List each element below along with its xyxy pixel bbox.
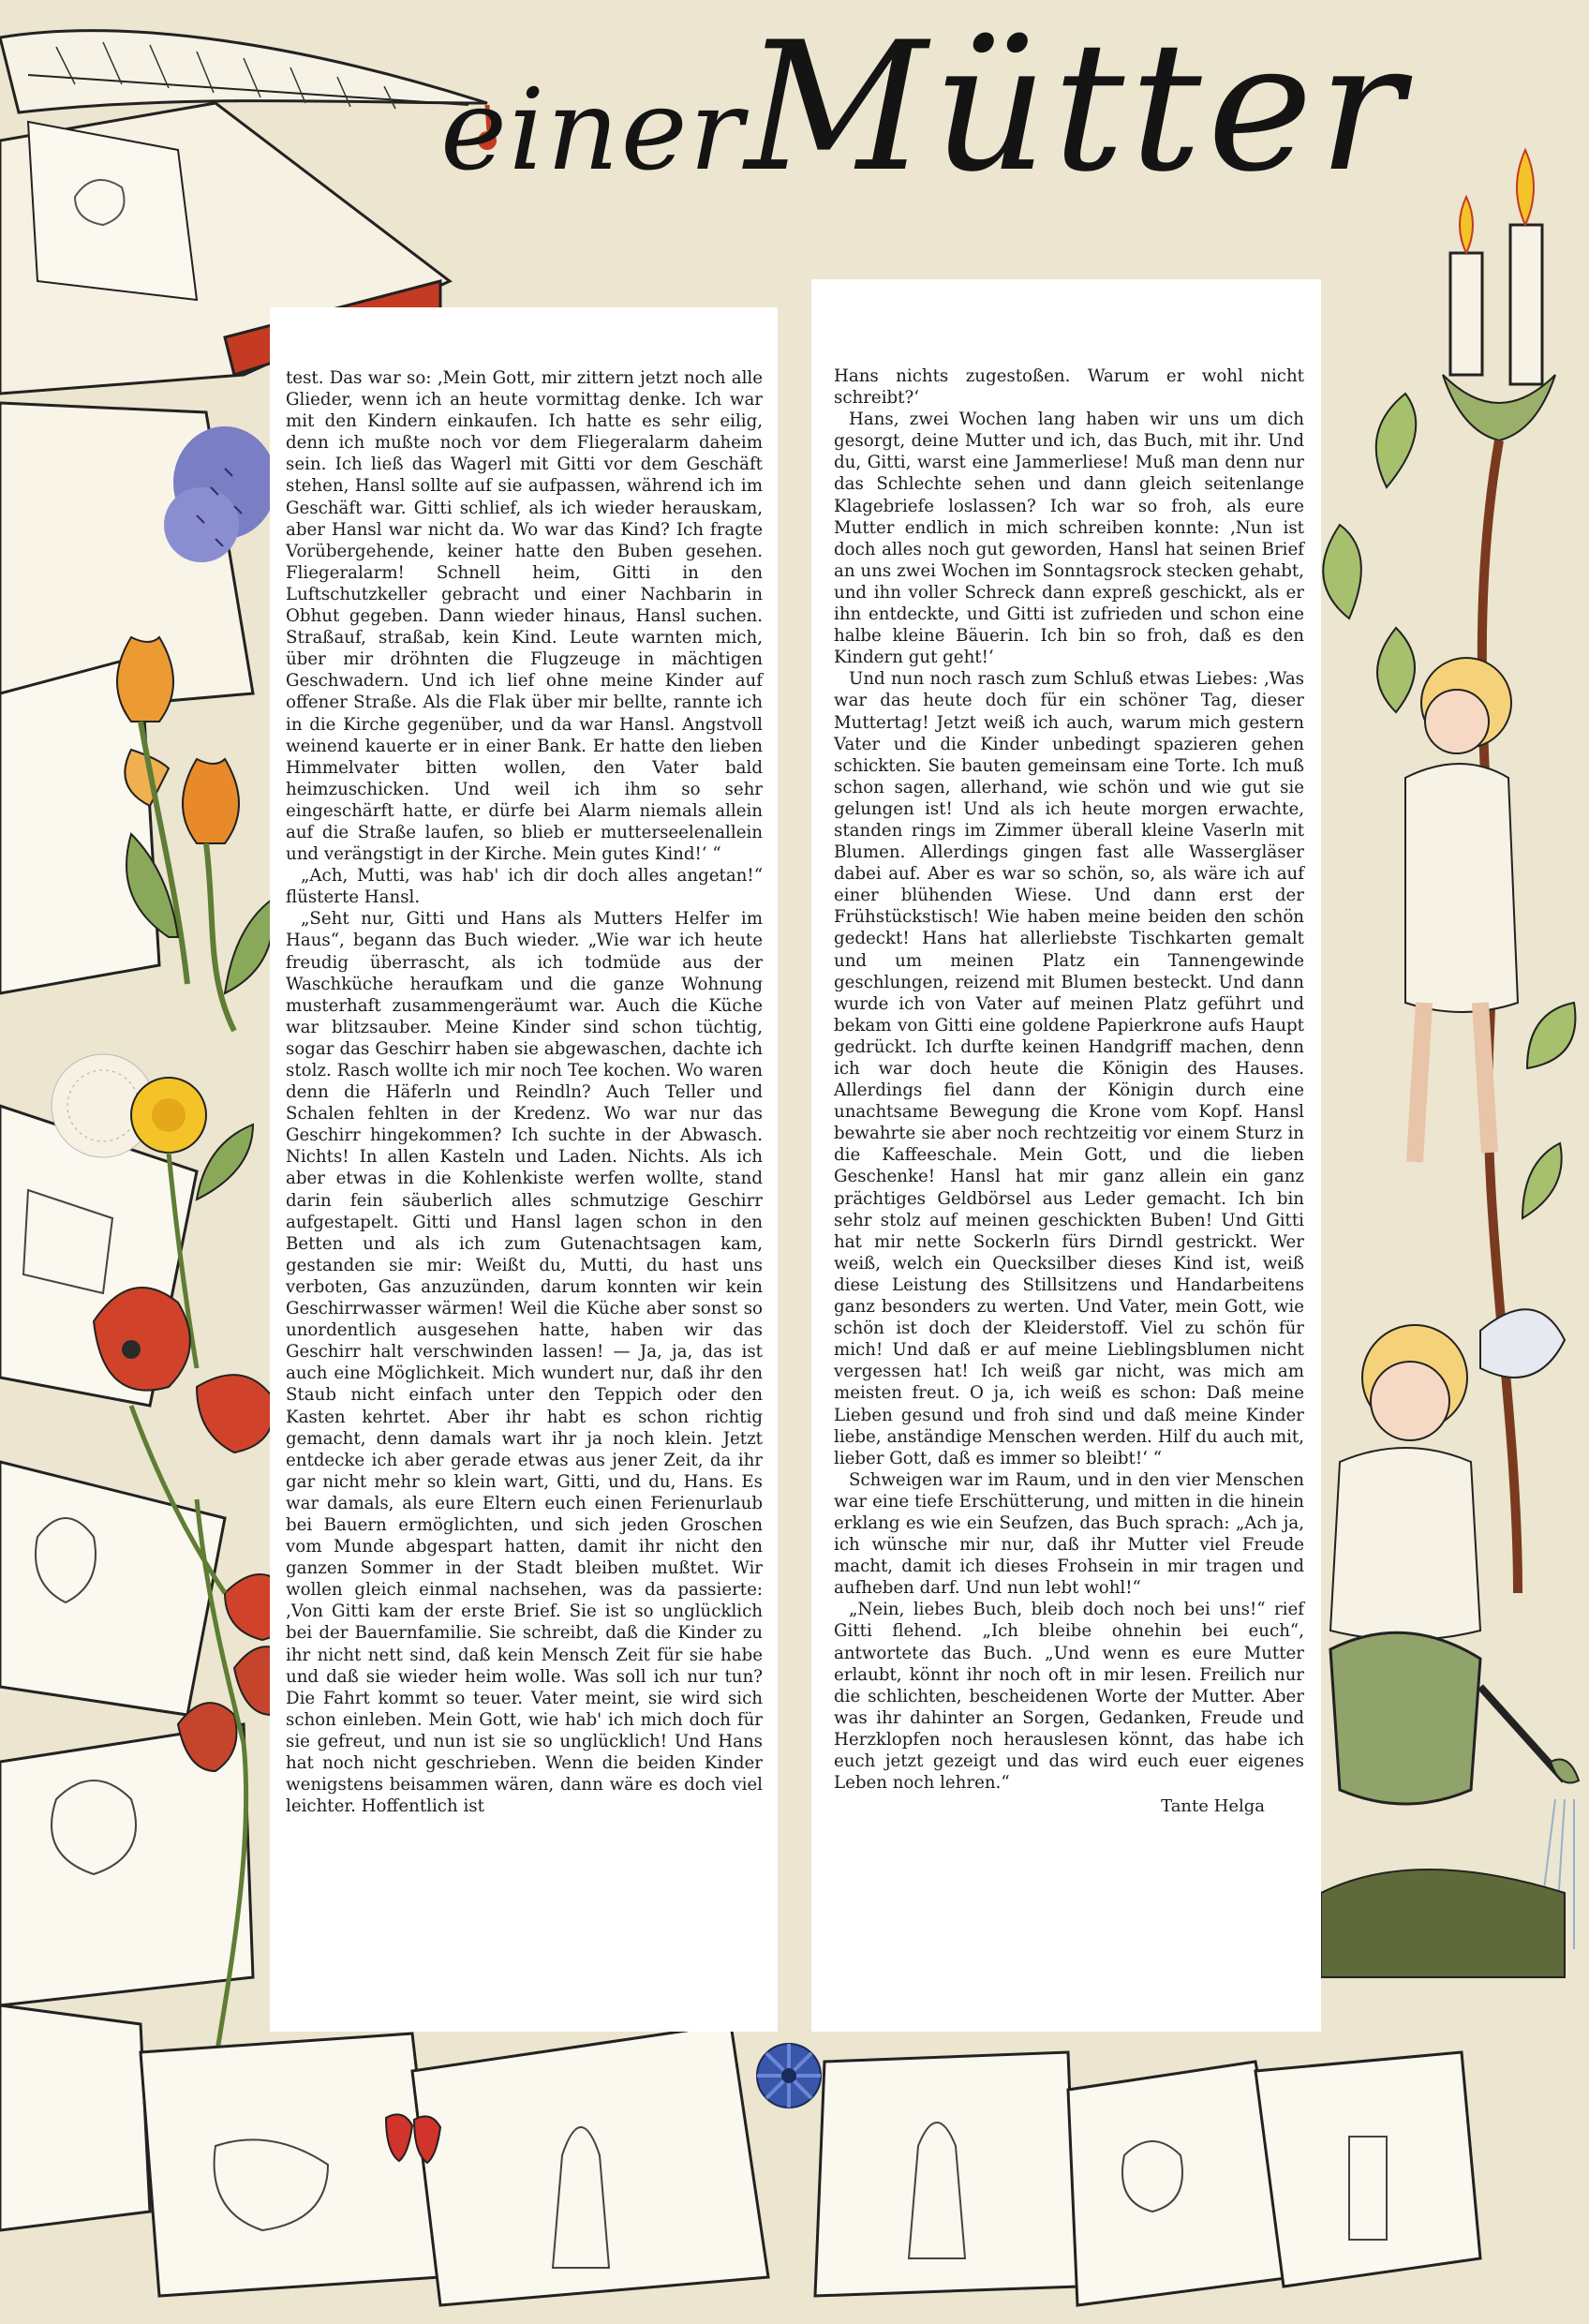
cherub-icon <box>1330 658 1565 1640</box>
paragraph: „Seht nur, Gitti und Hans als Mutters Helfer im Haus“, begann das Buch wieder. „Wie war ich heute freudig überrascht, als ich todmüde aus der Waschküche heraufkam und die ganze Wohnung musterhaft zusammengeräumt war. Auch die Küche war blitzsauber. Meine Kinder sind schon tüchtig, sogar das Geschirr haben sie abgewaschen, dachte ich stolz. Rasch wollte ich mir noch Tee kochen. Wo waren denn die Häferln und Reindln? Auch Teller und Schalen fehlten in der Kredenz. Wo war nur das Geschirr hingekommen? Ich suchte in der Abwasch. Nichts! In allen Kasteln und Laden. Nichts. Als ich aber etwas in die Kohlenkiste werfen wollte, stand darin fein säuberlich alles schmutzige Geschirr aufgestapelt. Gitti und Hansl lagen schon in den Betten und als ich zum Gutenachtsagen kam, gestanden sie mir: Weißt du, Mutti, du hast uns verboten, Gas anzuzünden, darum konnten wir kein Geschirrwasser wärmen! Weil die Küche aber sonst so unordentlich ausgesehen hatte, haben wir das Geschirr halt verschwinden lassen! — Ja, ja, das ist auch eine Möglichkeit. Mich wundert nur, daß ihr den Staub nicht einfach unter den Teppich oder den Kasten kehrtet. Aber ihr habt es schon richtig gemacht, denn damals wart ihr ja noch klein. Jetzt entdecke ich aber gerade etwas aus jener Zeit, da ihr gar nicht mehr so klein wart, Gitti, und du, Hans. Es war damals, als eure Eltern euch einen Ferienurlaub bei Bauern ermöglichten, und sich jeden Groschen vom Munde abgespart hatten, damit ihr nicht den ganzen Sommer in der Stadt bleiben mußtet. Wir wollen gleich einmal nachsehen, was da passierte: ‚Von Gitti kam der erste Brief. Sie ist so unglücklich bei der Bauernfamilie. Sie schreibt, daß die Kinder zu ihr nicht nett sind, daß kein Mensch Zeit für sie habe und daß sie wieder heim wolle. Was soll ich nur tun? Die Fahrt kommt so teuer. Vater meint, sie wird sich schon einleben. Mein Gott, wie hab' ich mich doch für sie gefreut, und nun ist sie so unglücklich! Und Hans hat noch nicht geschrieben. Wenn die beiden Kinder wenigstens beisammen wären, dann wäre es doch viel leichter. Hoffentlich ist <box>286 909 763 1817</box>
article-column-left <box>270 307 778 2032</box>
paragraph: Hans nichts zugestoßen. Warum er wohl nicht schreibt?‘ <box>834 366 1304 409</box>
paragraph: Und nun noch rasch zum Schluß etwas Liebes: ‚Was war das heute doch für ein schöner Tag, dieser Muttertag! Jetzt weiß ich auch, warum mich gestern Vater und die Kinder unbedingt spazieren gehen schickten. Sie bauten gemeinsam eine Torte. Ich muß schon sagen, allerhand, wie schön und wie gut sie gelungen ist! Und als ich heute morgen erwachte, standen rings im Zimmer überall kleine Vaserln mit Blumen. Allerdings gingen fast alle Wassergläser dabei auf. Aber es war so schön, so, als wäre ich auf einer blühenden Wiese. Und dann erst der Frühstückstisch! Wie haben meine beiden den schön gedeckt! Hans hat allerliebste Tischkarten gemalt und um meinen Platz ein Tannengewinde geschlungen, reizend mit Blumen besteckt. Und dann wurde ich von Vater auf meinen Platz geführt und bekam von Gitti eine goldene Papierkrone aufs Haupt gedrückt. Ich durfte keinen Handgriff machen, denn ich war doch heute die Königin des Hauses. Allerdings fiel dann der Königin durch eine unachtsame Bewegung die Krone vom Kopf. Hansl bewahrte sie aber noch rechtzeitig vor einem Sturz in die Kaffeeschale. Mein Gott, und die lieben Geschenke! Hansl hat mir ganz allein ein ganz prächtiges Geldbörsel aus Leder gemacht. Ich bin sehr stolz auf meinen geschickten Buben! Und Gitti hat mir nette Sockerln fürs Dirndl gestrickt. Wer weiß, welch ein Quecksilber dieses Kind ist, weiß diese Leistung des Stillsitzens und Handarbeitens ganz besonders zu werten. Und Vater, mein Gott, wie schön ist doch der Kleiderstoff. Viel zu schön für mich! Und daß er auf meine Lieblingsblumen nicht vergessen hat! Ich weiß gar nicht, was mich am meisten freut. O ja, ich weiß es schon: Daß meine Lieben gesund und froh sind und daß meine Kinder liebe, anständige Menschen werden. Hilf du auch mit, lieber Gott, daß es immer so bleibt!‘ “ <box>834 669 1304 1468</box>
author-signature: Tante Helga <box>1161 1796 1265 1817</box>
paragraph: Schweigen war im Raum, und in den vier Menschen war eine tiefe Erschütterung, und mitten in die hinein erklang es wie ein Seufzen, das Buch sprach: „Ach ja, ich wünsche mir nur, daß ihr Mutter viel Freude macht, damit ich dieses Frohsein in mir tragen und aufheben darf. Und nun lebt wohl!“ <box>834 1469 1304 1599</box>
paragraph: „Ach, Mutti, was hab' ich dir doch alles angetan!“ flüsterte Hansl. <box>286 866 763 908</box>
title-large-word: Mütter <box>745 4 1409 211</box>
page-title <box>440 4 1546 211</box>
title-small-word: einer <box>440 66 746 196</box>
cornflower-icon <box>757 2044 821 2108</box>
left-sketch-sheets <box>0 656 253 2230</box>
paragraph: Hans, zwei Wochen lang haben wir uns um dich gesorgt, deine Mutter und ich, das Buch, mit ihr. Und du, Gitti, warst eine Jammerliese! Muß man denn nur das Schlechte sehen und dann gleich seitenlange Klagebriefe loslassen? Ich war so froh, als eure Mutter endlich in mich schreiben konnte: ‚Nun ist doch alles noch gut geworden, Hansl hat seinen Brief an uns zwei Wochen im Sonntagsrock stecken gehabt, und ihn voller Schreck dann expreß geschickt, als er ihn entdeckte, und Gitti ist zufrieden und schon eine halbe kleine Bäuerin. Ich bin so froh, daß es den Kindern gut geht!‘ <box>834 410 1304 668</box>
article-column-right <box>811 279 1321 2032</box>
paragraph: „Nein, liebes Buch, bleib doch noch bei uns!“ rief Gitti flehend. „Ich bleibe ohnehin bei euch“, antwortete das Buch. „Und wenn es eure Mutter erlaubt, könnt ihr noch oft in mir lesen. Freilich nur die schlichten, bescheidenen Worte der Mutter. Aber was ihr dahinter an Sorgen, Gedanken, Freude und Herzklopfen noch herauslesen könnt, das habe ich euch jetzt gezeigt und das wird euch euer eigenes Leben noch lehren.“ <box>834 1600 1304 1794</box>
paragraph: test. Das war so: ‚Mein Gott, mir zittern jetzt noch alle Glieder, wenn ich an heute vormittag denke. Ich war mit den Kindern einkaufen. Ich hatte es sehr eilig, denn ich mußte noch vor dem Fliegeralarm daheim sein. Ich ließ das Wagerl mit Gitti vor dem Geschäft stehen, Hansl sollte auf sie aufpassen, während ich im Geschäft war. Gitti schlief, als ich wieder herauskam, aber Hansl war nicht da. Wo war das Kind? Ich fragte Vorübergehende, keiner hatte den Buben gesehen. Fliegeralarm! Schnell heim, Gitti in den Luftschutzkeller gebracht und einer Nachbarin in Obhut gegeben. Dann wieder hinaus, Hansl suchen. Straßauf, straßab, kein Kind. Leute warnten mich, über mir dröhnten die Flugzeuge in mächtigen Geschwadern. Und ich lief ohne meine Kinder auf offener Straße. Als die Flak über mir bellte, rannte ich in die Kirche gegenüber, und da war Hansl. Angstvoll weinend kauerte er in einer Bank. Er hatte den lieben Himmelvater bitten wollen, den Vater bald heimzuschicken. Und weil ich ihm so sehr eingeschärft hatte, er dürfe bei Alarm niemals allein auf die Straße laufen, so blieb er mutterseelenallein und verängstigt in der Kirche. Mein gutes Kind!‘ “ <box>286 368 763 865</box>
garden-ground <box>1321 1870 1565 1977</box>
